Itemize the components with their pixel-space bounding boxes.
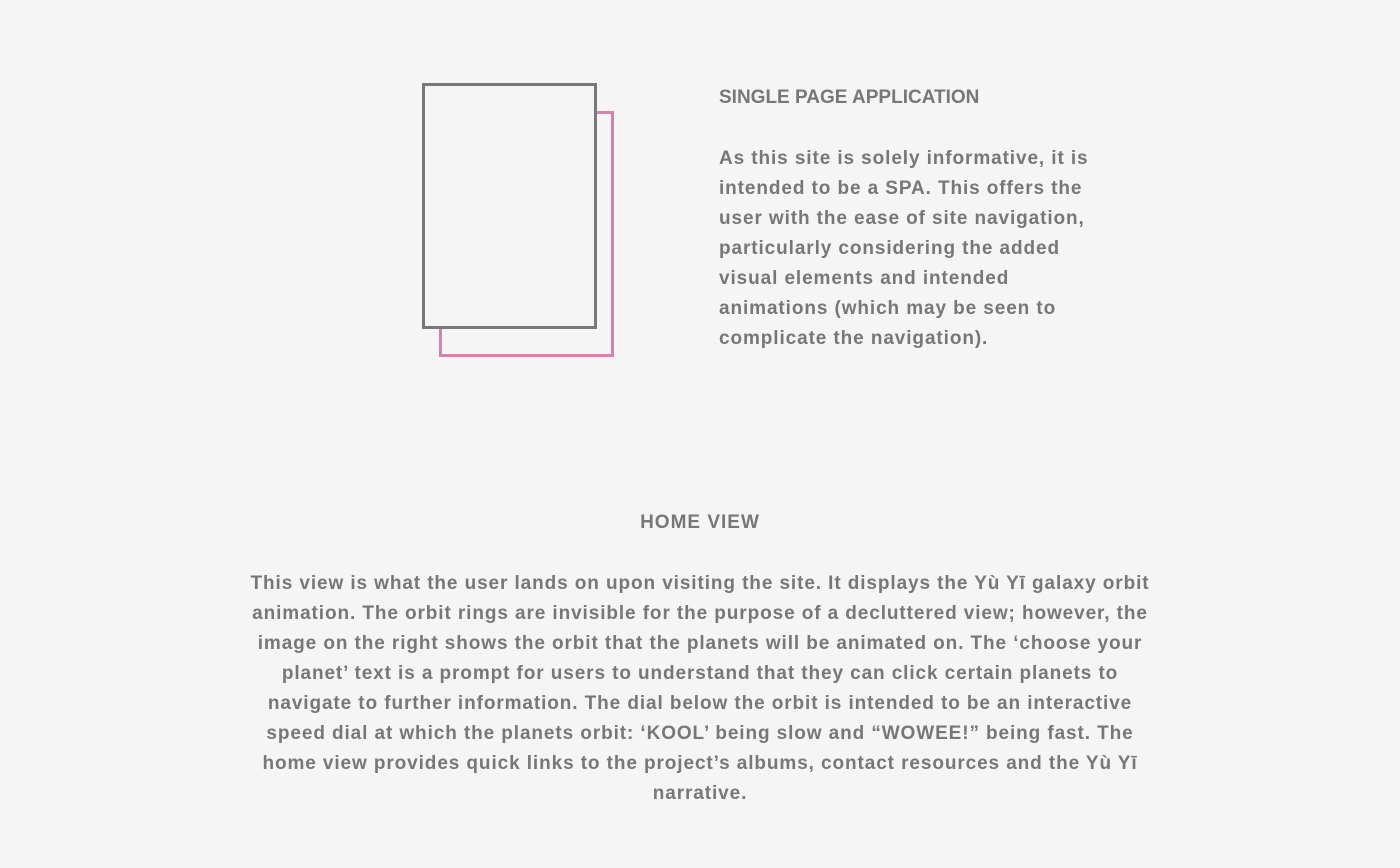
spa-description: As this site is solely informative, it is intended to be a SPA. This offers the user with the ease of site navigation, particularly considering the added visual elements and intended animations (which may be seen to complicate the navigation). xyxy=(719,148,1089,349)
spa-page-illustration xyxy=(422,83,615,357)
home-view-heading: HOME VIEW xyxy=(640,512,760,533)
home-view-description: This view is what the user lands on upon visiting the site. It displays the Yù Yī galaxy orbit animation. The orbit rings are invisible for the purpose of a decluttered view; however, the image on the right shows the orbit that the planets will be animated on. The ‘choose your planet’ text is a prompt for users to understand that they can click certain planets to navigate to further information. The dial below the orbit is intended to be an interactive speed dial at which the planets orbit: ‘KOOL’ being slow and “WOWEE!” being fast. The home view provides quick links to the project’s albums, contact resources and the Yù Yī narrative. xyxy=(250,573,1150,804)
page-outline xyxy=(422,83,597,329)
spa-heading: SINGLE PAGE APPLICATION xyxy=(719,87,980,108)
